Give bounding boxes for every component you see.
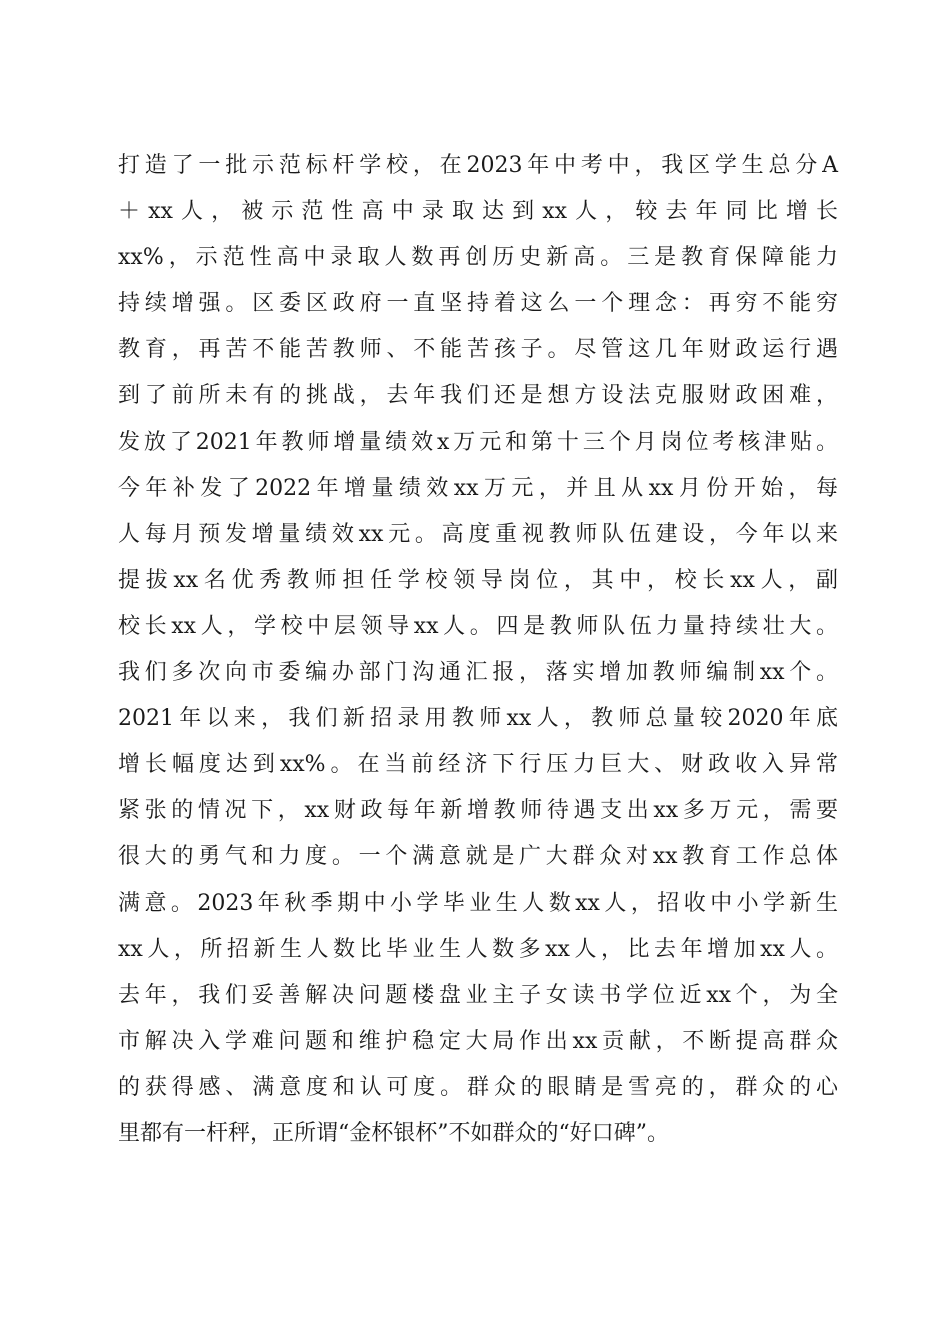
text-line: 持续增强。区委区政府一直坚持着这么一个理念：再穷不能穷: [118, 291, 838, 317]
text-line: 今年补发了2022年增量绩效xx万元，并且从xx月份开始，每: [118, 475, 838, 501]
text-line: 很大的勇气和力度。一个满意就是广大群众对xx教育工作总体: [118, 844, 838, 870]
text-line: 的获得感、满意度和认可度。群众的眼睛是雪亮的，群众的心: [118, 1074, 838, 1100]
body-paragraph: [118, 143, 838, 1157]
text-line: 市解决入学难问题和维护稳定大局作出xx贡献，不断提高群众: [118, 1028, 838, 1054]
text-line: ＋xx人，被示范性高中录取达到xx人，较去年同比增长: [118, 199, 838, 225]
text-line: 紧张的情况下，xx财政每年新增教师待遇支出xx多万元，需要: [118, 798, 838, 824]
text-line: 人每月预发增量绩效xx元。高度重视教师队伍建设，今年以来: [118, 521, 838, 547]
text-line: 2021年以来，我们新招录用教师xx人，教师总量较2020年底: [118, 706, 838, 732]
text-line: xx%，示范性高中录取人数再创历史新高。三是教育保障能力: [118, 245, 838, 271]
text-line: 提拔xx名优秀教师担任学校领导岗位，其中，校长xx人，副: [118, 567, 838, 593]
text-line: xx人，所招新生人数比毕业生人数多xx人，比去年增加xx人。: [118, 936, 838, 962]
text-line: 打造了一批示范标杆学校，在2023年中考中，我区学生总分A: [118, 153, 838, 178]
text-line: 校长xx人，学校中层领导xx人。四是教师队伍力量持续壮大。: [118, 613, 838, 639]
text-line: 我们多次向市委编办部门沟通汇报，落实增加教师编制xx个。: [118, 660, 838, 686]
text-line: 里都有一杆秤，正所谓“金杯银杯”不如群众的“好口碑”。: [118, 1120, 669, 1146]
text-line: 到了前所未有的挑战，去年我们还是想方设法克服财政困难，: [118, 383, 838, 409]
text-line: 满意。2023年秋季期中小学毕业生人数xx人，招收中小学新生: [118, 890, 838, 916]
text-line: 去年，我们妥善解决问题楼盘业主子女读书学位近xx个，为全: [118, 982, 838, 1008]
text-line: 发放了2021年教师增量绩效x万元和第十三个月岗位考核津贴。: [118, 429, 838, 455]
text-line: 教育，再苦不能苦教师、不能苦孩子。尽管这几年财政运行遇: [118, 337, 838, 363]
text-line: 增长幅度达到xx%。在当前经济下行压力巨大、财政收入异常: [118, 752, 838, 778]
